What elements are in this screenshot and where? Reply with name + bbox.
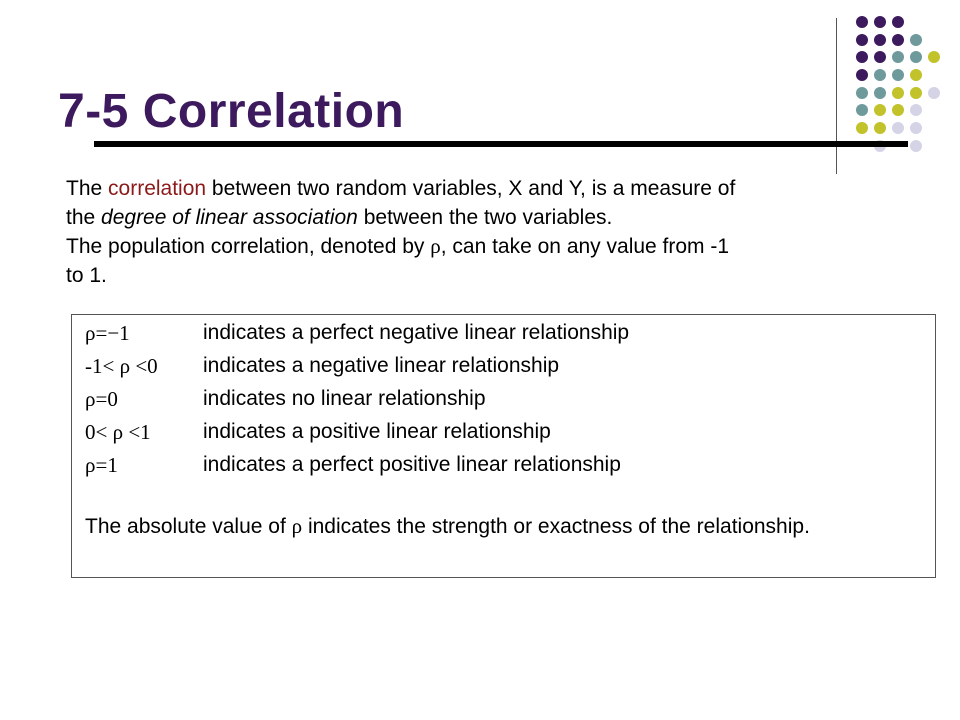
dot (874, 122, 886, 134)
dot (856, 16, 868, 28)
intro-line-3 (66, 232, 936, 261)
dot (856, 122, 868, 134)
dot (856, 34, 868, 46)
dot (910, 140, 922, 152)
linear-association-term: degree of linear association (101, 206, 358, 229)
dot (910, 34, 922, 46)
dot-row-3 (856, 51, 940, 63)
dot (856, 69, 868, 81)
relationship-description: indicates a perfect positive linear relationship (203, 453, 621, 476)
intro-line-2 (66, 203, 936, 232)
slide-title: 7-5 Correlation (58, 85, 405, 138)
dot (910, 104, 922, 116)
dot (856, 51, 868, 63)
dot-row-5 (856, 87, 940, 99)
intro-line-4: to 1. (66, 264, 107, 287)
rho-condition: ρ=1 (85, 453, 118, 477)
dot (892, 122, 904, 134)
dot (892, 87, 904, 99)
rho-symbol: ρ (291, 514, 303, 538)
relationship-description: indicates no linear relationship (203, 387, 486, 410)
intro-text: between two random variables, X and Y, is a measure of (206, 177, 736, 200)
dot (874, 34, 886, 46)
dot (874, 51, 886, 63)
dot-row-7 (856, 122, 922, 134)
dot (910, 69, 922, 81)
dot (874, 104, 886, 116)
correlation-term: correlation (108, 177, 207, 200)
vertical-divider (836, 18, 837, 174)
dot (874, 16, 886, 28)
intro-text: , can take on any value from -1 (440, 235, 730, 258)
relationship-description: indicates a perfect negative linear relationship (203, 321, 630, 344)
dot (928, 87, 940, 99)
dot-row-4 (856, 69, 922, 81)
dot-row-2 (856, 34, 922, 46)
rho-condition: -1< ρ <0 (85, 354, 158, 378)
dot (928, 51, 940, 63)
dot (910, 87, 922, 99)
note-text: indicates the strength or exactness of the relationship. (302, 515, 810, 538)
rho-condition: ρ=−1 (85, 321, 130, 345)
dot (874, 69, 886, 81)
intro-text: The population correlation, denoted by (66, 235, 431, 258)
title-underline (94, 141, 908, 147)
dot (910, 122, 922, 134)
dot (892, 104, 904, 116)
intro-text: The (66, 177, 109, 200)
dot (874, 87, 886, 99)
dot-row-6 (856, 104, 922, 116)
dot (856, 104, 868, 116)
intro-text: between the two variables. (357, 206, 613, 229)
dot (892, 34, 904, 46)
dot (892, 51, 904, 63)
relationship-description: indicates a positive linear relationship (203, 420, 551, 443)
rho-symbol: ρ (430, 234, 441, 258)
dot (892, 69, 904, 81)
rho-condition: ρ=0 (85, 387, 118, 411)
absolute-value-note (85, 511, 925, 542)
intro-line-1 (66, 174, 936, 203)
relationship-box (71, 314, 936, 578)
dot (856, 87, 868, 99)
dot-row-1 (856, 16, 904, 28)
intro-paragraph (66, 174, 936, 290)
dot (910, 51, 922, 63)
rho-condition: 0< ρ <1 (85, 420, 151, 444)
dot (892, 16, 904, 28)
note-text: The absolute value of (85, 515, 292, 538)
intro-text: the (66, 206, 102, 229)
relationship-description: indicates a negative linear relationship (203, 354, 560, 377)
